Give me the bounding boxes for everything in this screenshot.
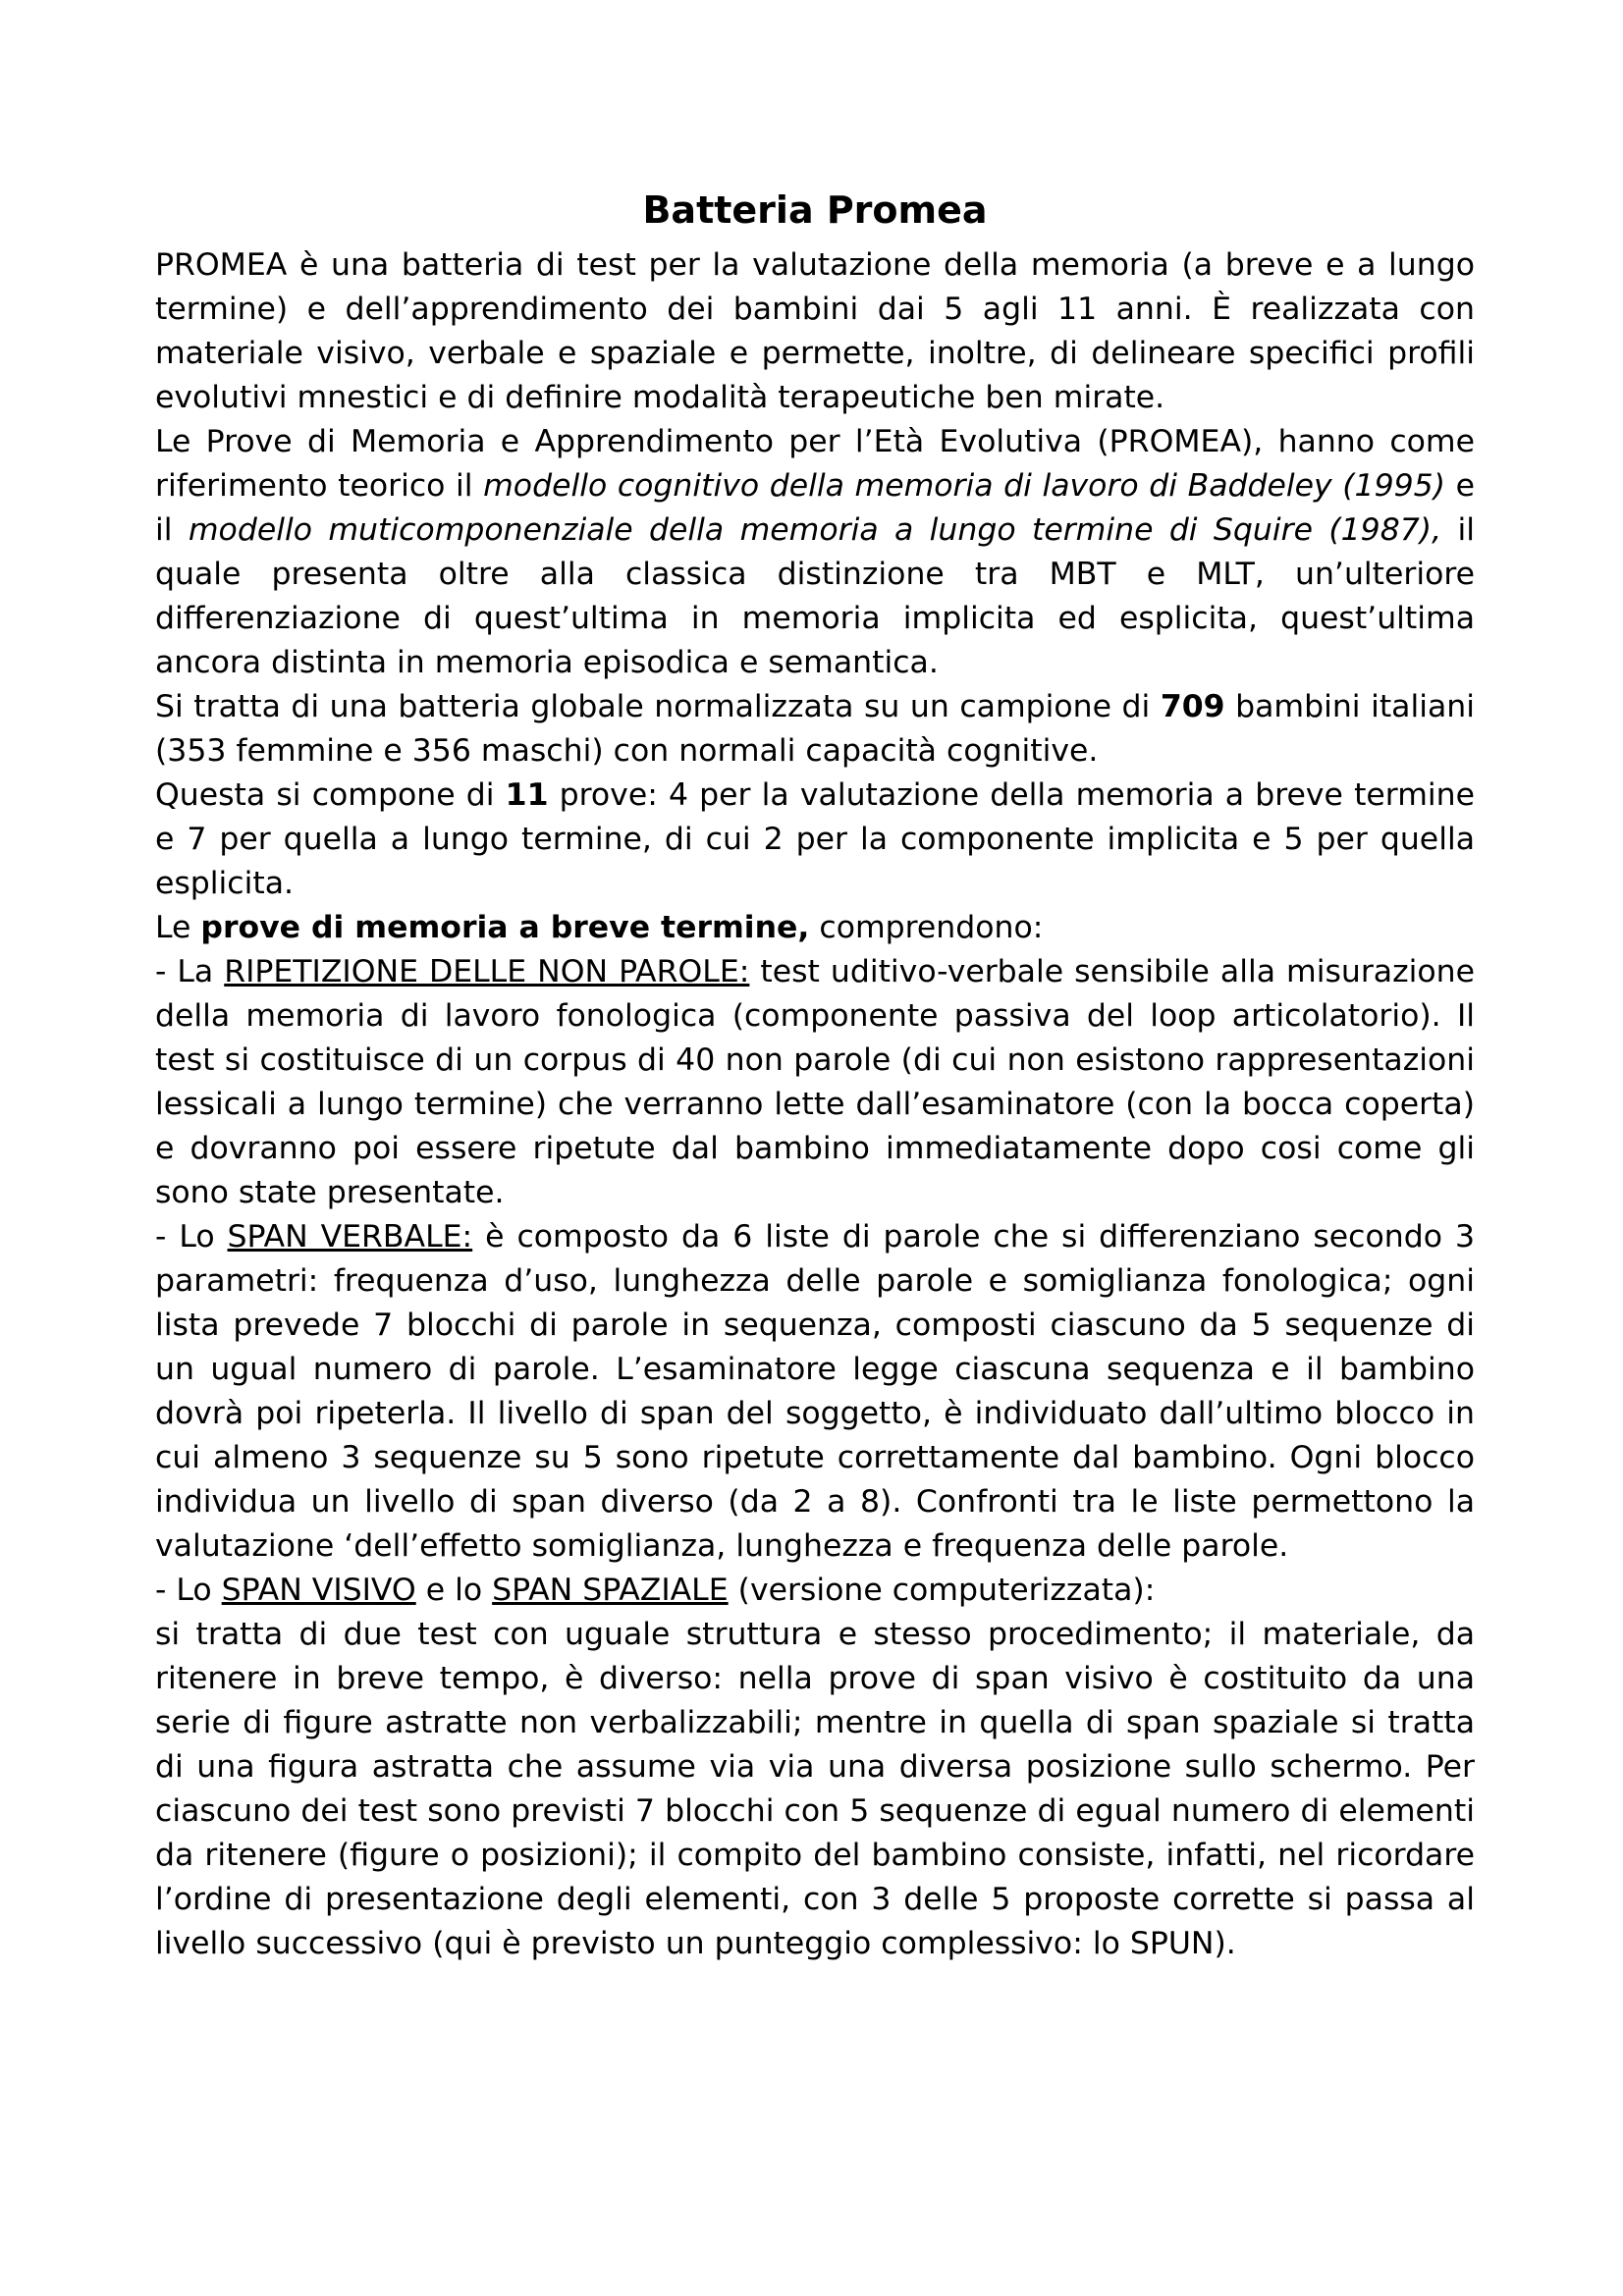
page-title: Batteria Promea	[642, 188, 988, 232]
visual-spatial-span-text: si tratta di due test con uguale struttura e stesso procedimento; il materiale, da ritenere in breve tempo, è diverso: nella prove di span visivo è costituito da una serie di figure astratte non verbalizzabili; mentre in quella di span spaziale si tratta di una figura astratta che assume via via una diversa posizione sullo schermo. Per ciascuno dei test sono previsti 7 blocchi con 5 sequenze di egual numero di elementi da ritenere (figure o posizioni); il compito del bambino consiste, infatti, nel ricordare l’ordine di presentazione degli elementi, con 3 delle 5 proposte corrette si passa al livello successivo (qui è previsto un punteggio complessivo: lo SPUN).	[155, 1617, 1475, 1961]
composition-paragraph	[155, 774, 1475, 906]
short-term-tests-label: prove di memoria a breve termine,	[200, 910, 810, 945]
spatial-span-label: SPAN SPAZIALE	[492, 1573, 729, 1608]
theory-text-3: il quale presenta oltre alla classica distinzione tra MBT e MLT, un’ulteriore differenziazione di quest’ultima in memoria implicita ed esplicita, quest’ultima ancora distinta in memoria episodica e semantica.	[155, 512, 1475, 680]
intro-text: PROMEA è una batteria di test per la valutazione della memoria (a breve e a lungo termine) e dell’apprendimento dei bambini dai 5 agli 11 anni. È realizzata con materiale visivo, verbale e spaziale e permette, inoltre, di delineare specifici profili evolutivi mnestici e di definire modalità terapeutiche ben mirate.	[155, 247, 1475, 415]
short-term-text-2: comprendono:	[809, 910, 1044, 945]
item-prefix: - La	[155, 954, 225, 989]
verbal-span-label: SPAN VERBALE:	[227, 1219, 473, 1255]
sample-size: 709	[1160, 689, 1225, 724]
composition-text-1: Questa si compone di	[155, 777, 506, 813]
list-item-verbal-span	[155, 1215, 1475, 1569]
visual-spatial-span-description	[155, 1613, 1475, 1966]
item-prefix: - Lo	[155, 1219, 228, 1255]
list-item-visual-spatial-span	[155, 1569, 1475, 1613]
visual-span-label: SPAN VISIVO	[221, 1573, 416, 1608]
intro-paragraph	[155, 243, 1475, 420]
composition-text-2: prove: 4 per la valutazione della memoria a breve termine e 7 per quella a lungo termine, di cui 2 per la componente implicita e 5 per quella esplicita.	[155, 777, 1475, 901]
item-connector: e lo	[415, 1573, 493, 1608]
squire-model-citation: modello muticomponenziale della memoria a lungo termine di Squire (1987),	[188, 512, 1442, 548]
theory-text-2: e il	[155, 468, 1475, 548]
nonword-repetition-description: test uditivo-verbale sensibile alla misurazione della memoria di lavoro fonologica (componente passiva del loop articolatorio). Il test si costituisce di un corpus di 40 non parole (di cui non esistono rappresentazioni lessicali a lungo termine) che verranno lette dall’esaminatore (con la bocca coperta) e dovranno poi essere ripetute dal bambino immediatamente dopo cosi come gli sono state presentate.	[155, 954, 1475, 1210]
computerized-version-note: (versione computerizzata):	[728, 1573, 1156, 1608]
short-term-heading-paragraph	[155, 906, 1475, 950]
baddeley-model-citation: modello cognitivo della memoria di lavoro di Baddeley (1995)	[483, 468, 1446, 504]
sample-paragraph	[155, 685, 1475, 774]
item-prefix: - Lo	[155, 1573, 222, 1608]
verbal-span-description: è composto da 6 liste di parole che si differenziano secondo 3 parametri: frequenza d’uso, lunghezza delle parole e somiglianza fonologica; ogni lista prevede 7 blocchi di parole in sequenza, composti ciascuno da 5 sequenze di un ugual numero di parole. L’esaminatore legge ciascuna sequenza e il bambino dovrà poi ripeterla. Il livello di span del soggetto, è individuato dall’ultimo blocco in cui almeno 3 sequenze su 5 sono ripetute correttamente dal bambino. Ogni blocco individua un livello di span diverso (da 2 a 8). Confronti tra le liste permettono la valutazione ‘dell’effetto somiglianza, lunghezza e frequenza delle parole.	[155, 1219, 1475, 1564]
list-item-nonword-repetition	[155, 950, 1475, 1215]
theory-text-1: Le Prove di Memoria e Apprendimento per l’Età Evolutiva (PROMEA), hanno come riferimento teorico il	[155, 424, 1475, 504]
sample-text-1: Si tratta di una batteria globale normalizzata su un campione di	[155, 689, 1161, 724]
document-page	[155, 187, 1475, 1966]
nonword-repetition-label: RIPETIZIONE DELLE NON PAROLE:	[224, 954, 750, 989]
theory-paragraph	[155, 420, 1475, 685]
short-term-text-1: Le	[155, 910, 201, 945]
test-count: 11	[505, 777, 549, 813]
sample-text-2: bambini italiani (353 femmine e 356 maschi) con normali capacità cognitive.	[155, 689, 1475, 769]
